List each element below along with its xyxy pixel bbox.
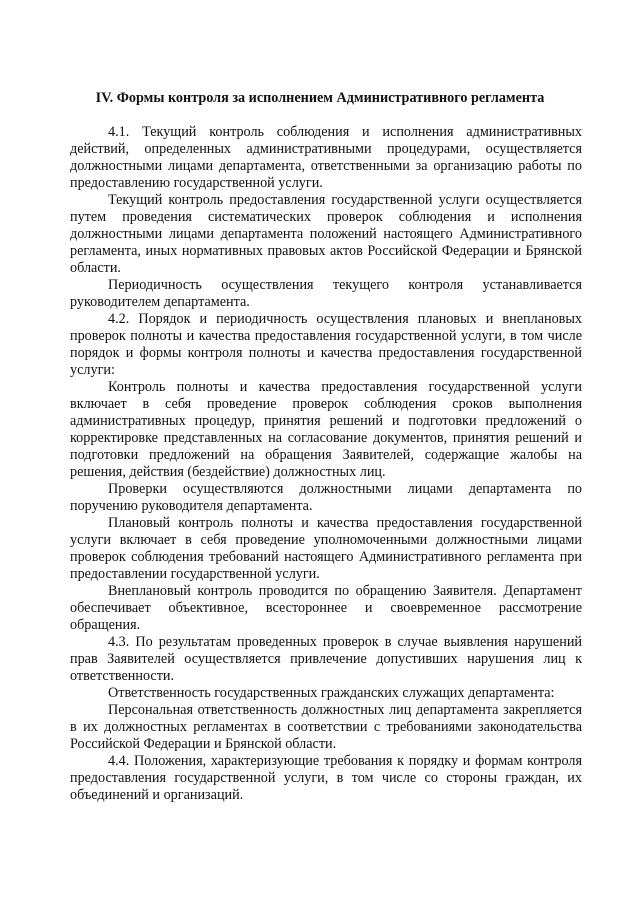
paragraph-4-2: 4.2. Порядок и периодичность осуществления плановых и внеплановых проверок полноты и качества предоставления государственной услуги, в том числе порядок и формы контроля полноты и качества предоставления государственной услуги: bbox=[70, 311, 582, 378]
paragraph-periodicity: Периодичность осуществления текущего контроля устанавливается руководителем департамента. bbox=[70, 277, 582, 310]
paragraph-quality-control: Контроль полноты и качества предоставления государственной услуги включает в себя проведение проверок соблюдения сроков выполнения административных процедур, принятия решений и подготовки предложений о корректировке представленных на согласование документов, принятия решений и подготовки предложений на обращения Заявителей, содержащие жалобы на решения, действия (бездействие) должностных лиц. bbox=[70, 379, 582, 480]
paragraph-checks: Проверки осуществляются должностными лицами департамента по поручению руководителя департамента. bbox=[70, 481, 582, 514]
section-body bbox=[70, 124, 582, 804]
paragraph-current-control: Текущий контроль предоставления государственной услуги осуществляется путем проведения систематических проверок соблюдения и исполнения должностными лицами департамента положений настоящего Административного регламента, иных нормативных правовых актов Российской Федерации и Брянской области. bbox=[70, 192, 582, 276]
paragraph-unplanned-control: Внеплановый контроль проводится по обращению Заявителя. Департамент обеспечивает объективное, всестороннее и своевременное рассмотрение обращения. bbox=[70, 583, 582, 633]
paragraph-planned-control: Плановый контроль полноты и качества предоставления государственной услуги включает в себя проведение уполномоченными должностными лицами проверок соблюдения требований настоящего Административного регламента при предоставлении государственной услуги. bbox=[70, 515, 582, 582]
section-title: IV. Формы контроля за исполнением Административного регламента bbox=[95, 90, 545, 106]
paragraph-personal-responsibility: Персональная ответственность должностных лиц департамента закрепляется в их должностных регламентах в соответствии с требованиями законодательства Российской Федерации и Брянской области. bbox=[70, 702, 582, 752]
paragraph-4-4: 4.4. Положения, характеризующие требования к порядку и формам контроля предоставления государственной услуги, в том числе со стороны граждан, их объединений и организаций. bbox=[70, 753, 582, 803]
paragraph-responsibility: Ответственность государственных гражданских служащих департамента: bbox=[108, 685, 555, 701]
paragraph-4-1: 4.1. Текущий контроль соблюдения и исполнения административных действий, определенных административными процедурами, осуществляется должностными лицами департамента, ответственными за организацию работы по предоставлению государственной услуги. bbox=[70, 124, 582, 191]
paragraph-4-3: 4.3. По результатам проведенных проверок в случае выявления нарушений прав Заявителей осуществляется привлечение допустивших нарушения лиц к ответственности. bbox=[70, 634, 582, 684]
